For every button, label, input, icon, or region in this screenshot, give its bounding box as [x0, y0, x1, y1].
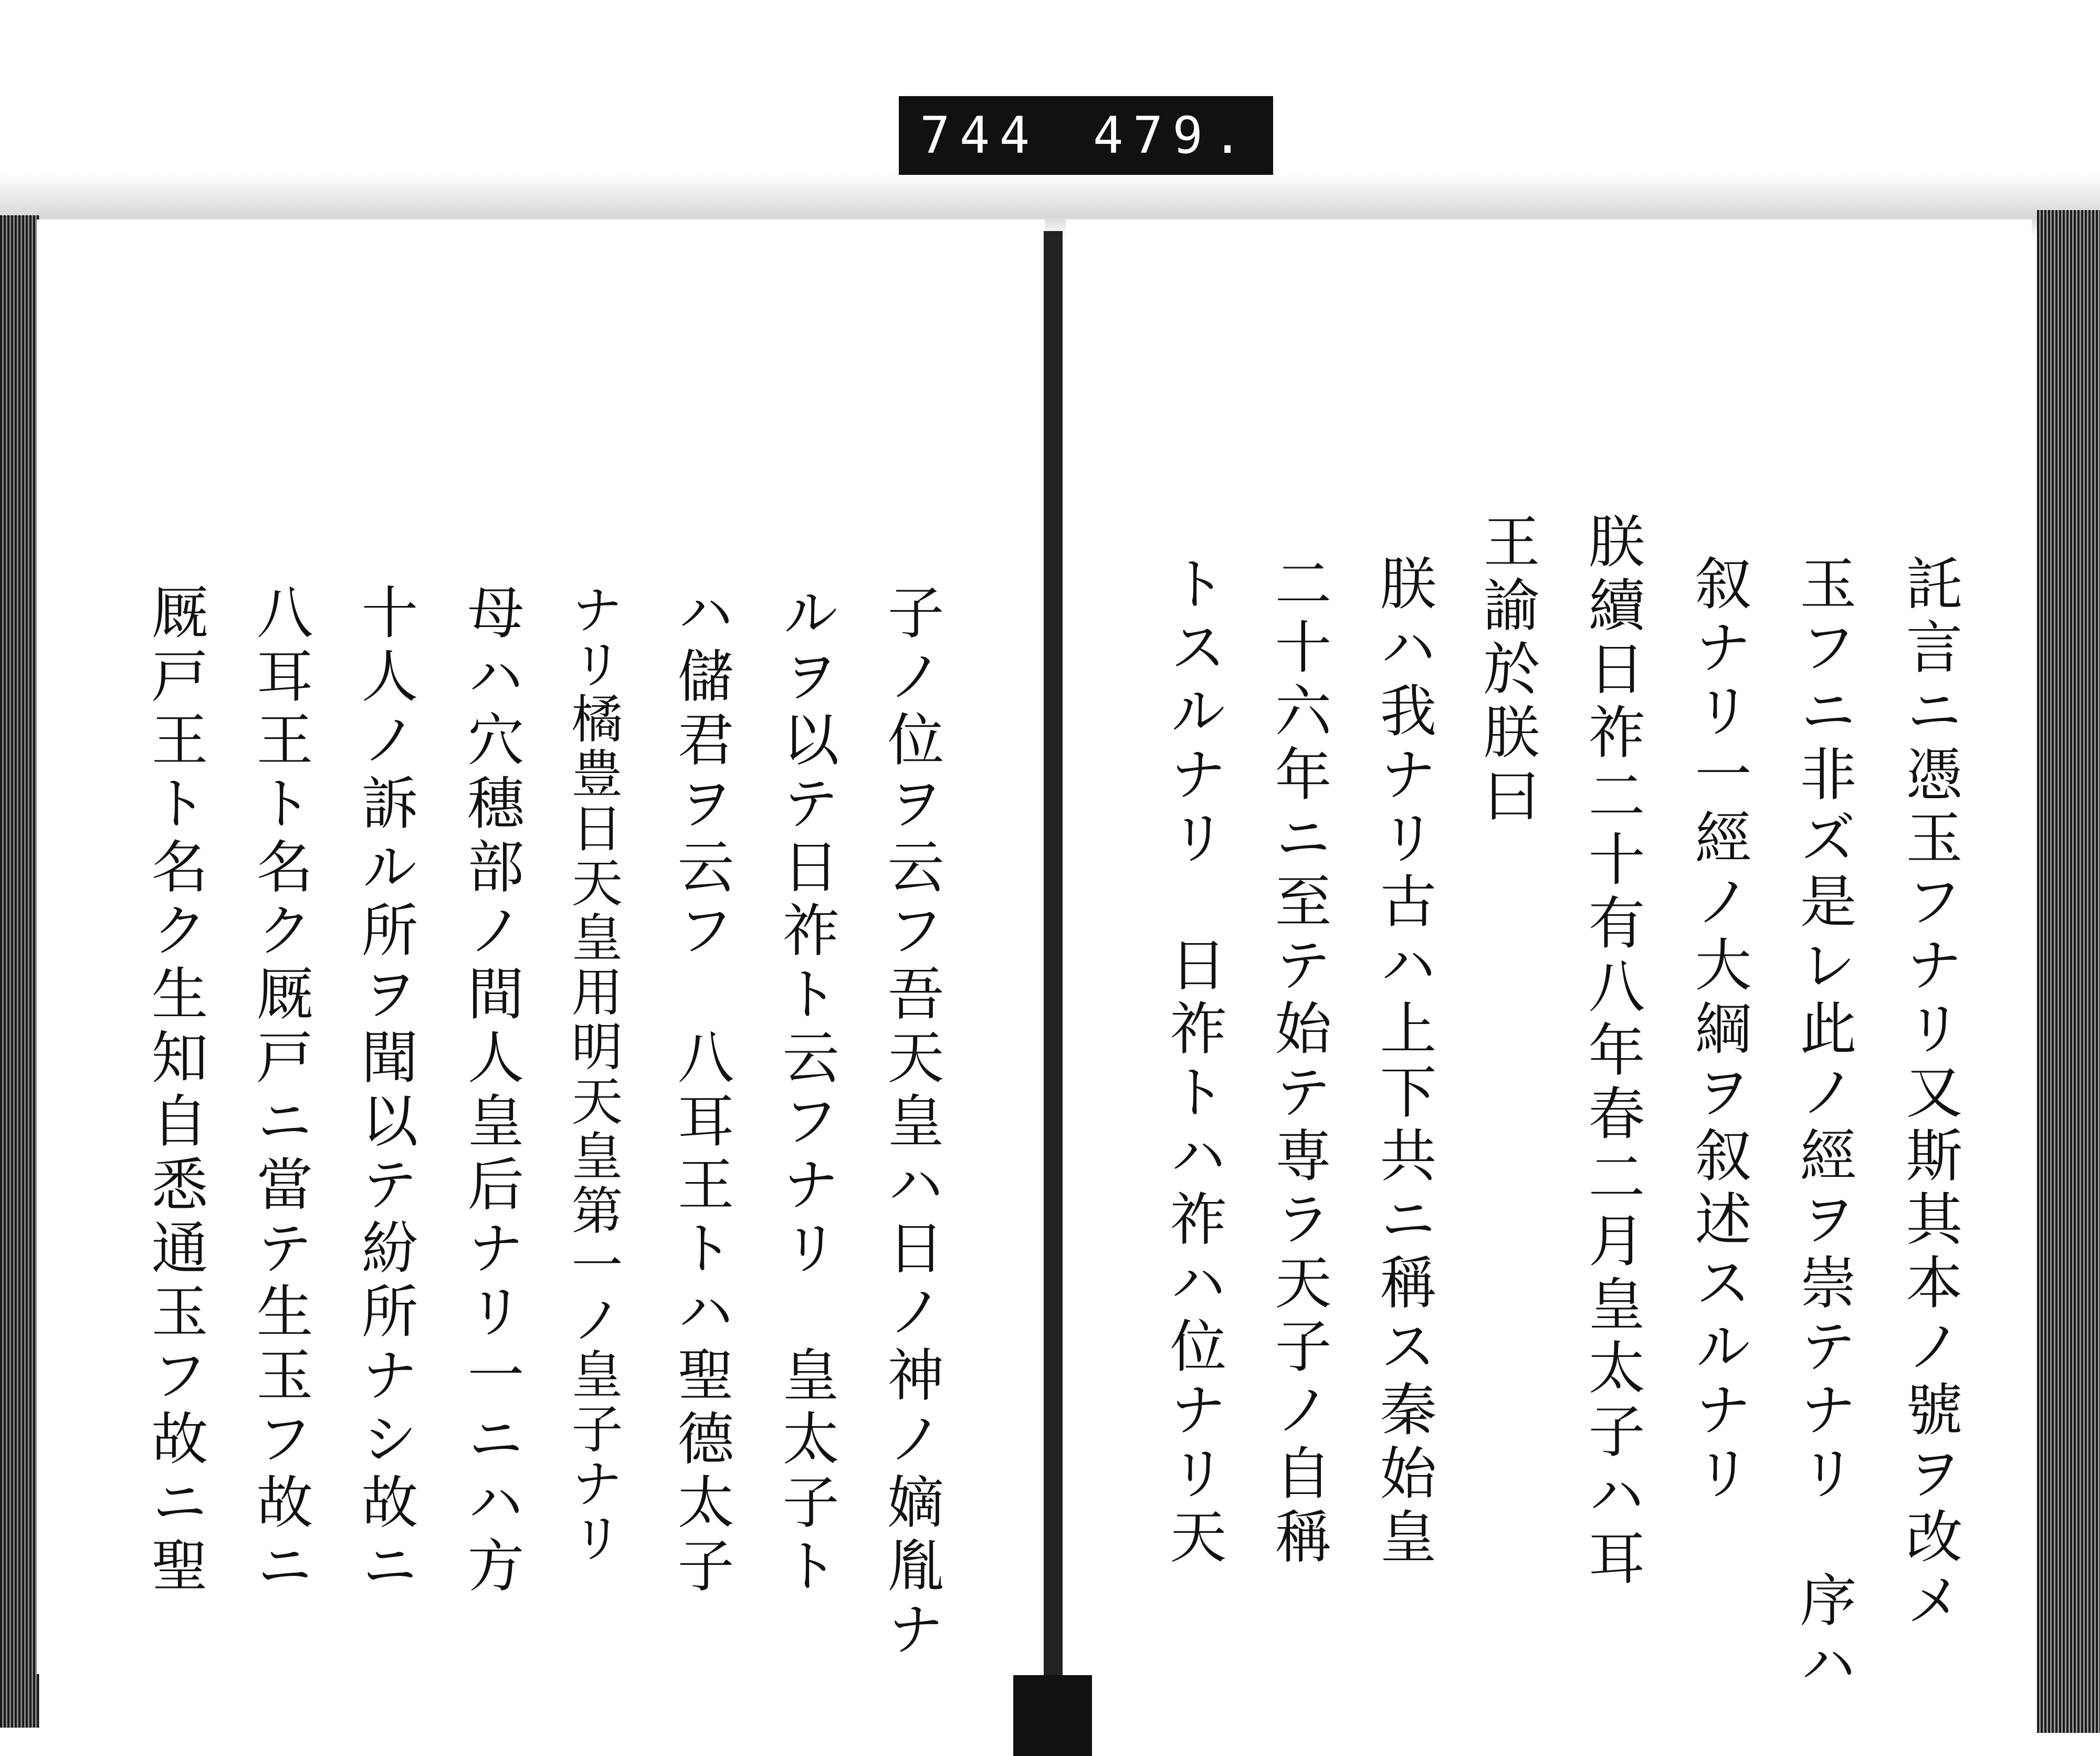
right-page-column-3: 叙ナリ一經ノ大綱ヲ叙述スルナリ [1685, 554, 1751, 1507]
right-page-column-1: 託言ニ憑玉フナリ又斯其本ノ號ヲ改メ [1896, 554, 1962, 1634]
gutter-base [1013, 1675, 1092, 1756]
left-page-column-4: ナリ橘豊日天皇用明天皇第一ノ皇子ナリ [563, 583, 623, 1566]
right-page-column-8: トスルナリ 日祚トハ祚ハ位ナリ天 [1160, 554, 1226, 1571]
left-page-column-1: 子ノ位ヲ云フ吾天皇ハ日ノ神ノ嫡胤ナ [878, 583, 943, 1663]
reel-number: 744 [920, 106, 1040, 165]
left-page-column-3: ハ儲君ヲ云フ 八耳王トハ聖德太子 [668, 583, 733, 1600]
left-page-column-2: ルヲ以テ日祚ト云フナリ 皇太子ト [773, 583, 838, 1600]
left-page-column-8: 厩戸王ト名ク生知自悉通玉フ故ニ聖 [142, 583, 207, 1600]
book-gutter [1044, 231, 1063, 1675]
right-page-column-2: 玉フニ非ズ是レ此ノ經ヲ崇テナリ 序ハ [1790, 554, 1856, 1698]
right-page-column-4: 朕續日祚二十有八年春二月皇太子ハ耳 [1579, 512, 1644, 1592]
left-page-column-6: 十人ノ訴ル所ヲ聞以テ紛所ナシ故ニ [352, 583, 417, 1600]
book-edge-right [2037, 210, 2100, 1733]
right-page-column-7: 二十六年ニ至テ始テ専ラ天子ノ自稱 [1265, 554, 1331, 1571]
right-page-column-6: 朕ハ我ナリ古ハ上下共ニ稱ス秦始皇 [1370, 554, 1436, 1571]
book-edge-left [0, 215, 39, 1728]
right-page-column-5: 王諭於朕曰 [1474, 512, 1539, 830]
left-page-column-7: 八耳王ト名ク厩戸ニ當テ生玉フ故ニ [247, 583, 312, 1600]
left-page-column-5: 母ハ穴穗部ノ間人皇后ナリ一ニハ方 [458, 583, 523, 1600]
frame-number: 479. [1093, 106, 1252, 165]
microfilm-frame-label [899, 96, 1273, 175]
